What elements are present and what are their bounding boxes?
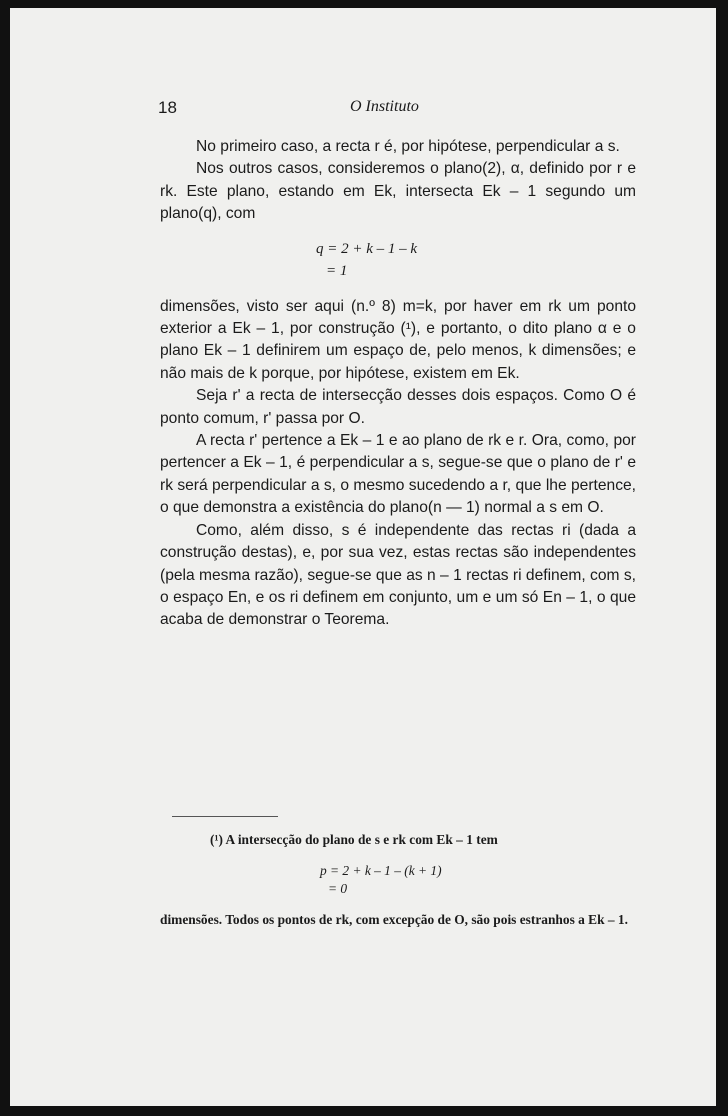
page (10, 8, 716, 1106)
footnote-divider (172, 816, 278, 817)
equation-line: q = 2 + k – 1 – k (316, 240, 418, 257)
paragraph: Seja r' a recta de intersecção desses dois espaços. Como O é ponto comum, r' passa por O. (160, 387, 636, 427)
main-text (160, 136, 636, 632)
running-title: O Instituto (350, 98, 419, 115)
paragraph: A recta r' pertence a Ek – 1 e ao plano de rk e r. Ora, como, por pertencer a Ek – 1, é perpendicular a s, segue-se que o plano de r' e rk será perpendicular a s, o mesmo sucedendo a r, que lhe pertence, o que demonstra a existência do plano(n — 1) normal a s em O. (160, 432, 636, 517)
footnote-equation (320, 862, 640, 898)
equation-line: p = 2 + k – 1 – (k + 1) (320, 863, 442, 878)
equation-line: = 1 (326, 262, 348, 279)
footnote (160, 830, 640, 930)
paragraph: No primeiro caso, a recta r é, por hipótese, perpendicular a s. (196, 138, 620, 155)
page-number: 18 (158, 98, 177, 117)
paragraph: dimensões, visto ser aqui (n.º 8) m=k, por haver em rk um ponto exterior a Ek – 1, por construção (¹), e portanto, o dito plano α e o plano Ek – 1 definirem um espaço de, pelo menos, k dimensões; e não mais de k porque, por hipótese, existem em Ek. (160, 297, 636, 382)
footnote-closing: dimensões. Todos os pontos de rk, com excepção de O, são pois estranhos a Ek – 1. (160, 912, 628, 927)
paragraph: Nos outros casos, consideremos o plano(2), α, definido por r e rk. Este plano, estando em Ek, intersecta Ek – 1 segundo um plano(q), com (160, 160, 636, 223)
footnote-intro: (¹) A intersecção do plano de s e rk com Ek – 1 tem (210, 832, 498, 847)
equation (316, 238, 636, 282)
paragraph: Como, além disso, s é independente das rectas ri (dada a construção destas), e, por sua vez, estas rectas são independentes (pela mesma razão), segue-se que as n – 1 rectas ri definem, com s, o espaço En, e os ri definem em conjunto, um e um só En – 1, o que acaba de demonstrar o Teorema. (160, 521, 636, 629)
equation-line: = 0 (328, 881, 348, 896)
page-header (10, 98, 716, 122)
